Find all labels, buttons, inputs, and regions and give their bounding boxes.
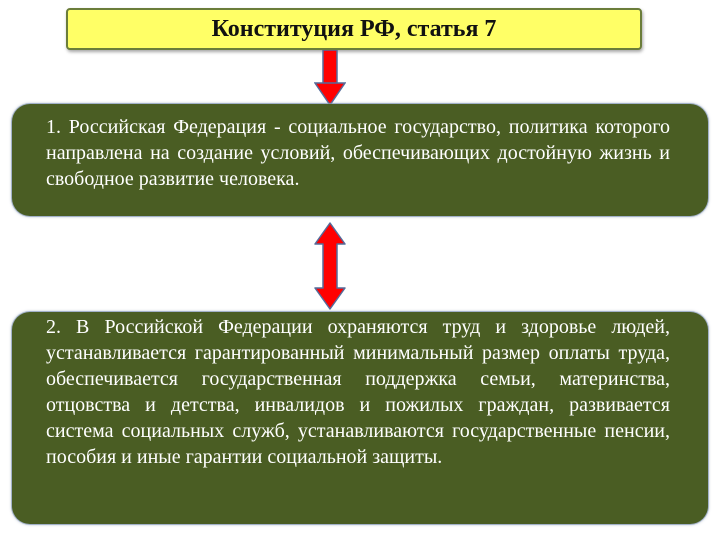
article-point-2-box <box>12 312 708 524</box>
article-point-1-box <box>12 104 708 216</box>
double-arrow-icon <box>314 222 346 310</box>
down-arrow-icon <box>314 50 346 106</box>
article-point-1-text: 1. Российская Федерация - социальное государство, политика которого направлена на создание условий, обеспечивающих достойную жизнь и свободное развитие человека. <box>46 116 670 190</box>
page-title: Конституция РФ, статья 7 <box>211 15 497 42</box>
title-box <box>66 8 642 50</box>
article-point-2-text: 2. В Российской Федерации охраняются труд и здоровье людей, устанавливается гарантированный минимальный размер оплаты труда, обеспечивается государственная поддержка семьи, материнства, отцовства и детства, инвалидов и пожилых граждан, развивается система социальных служб, устанавливаются государственные пенсии, пособия и иные гарантии социальной защиты. <box>46 316 670 468</box>
